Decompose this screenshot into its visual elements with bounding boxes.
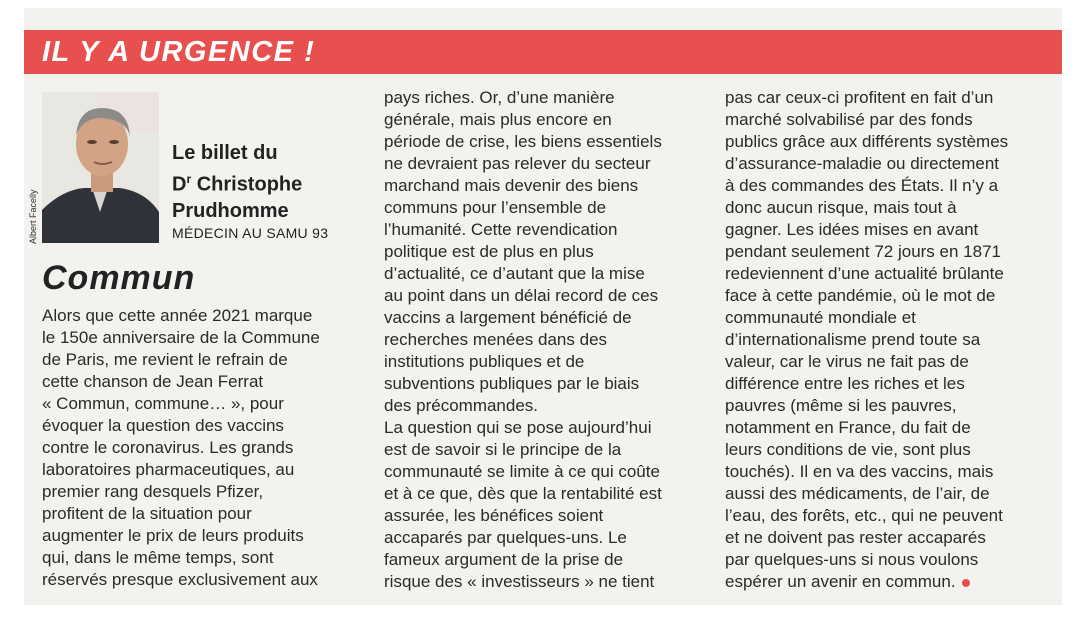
article-column-3-text: pas car ceux-ci profitent en fait d’un marché solvabilisé par des fonds publics grâce aux différents systèmes d’assurance-maladie ou directement à des commandes des États. Il n’y a donc aucun risque, mais tout à gagner. Les idées mises en avant pendant seulement 72 jours en 1871 redeviennent d’une actualité brûlante face à cette pandémie, où le mot de communauté mondiale et d’internationalisme prend toute sa valeur, car le virus ne fait pas de différence entre les riches et les pauvres (même si les pauvres, notamment en France, du fait de leurs conditions de vie, sont plus touchés). Il en va des vaccins, mais aussi des médicaments, de l’air, de l’eau, des forêts, etc., qui ne peuvent et ne doivent pas rester accaparés par quelques-uns si nous voulons espérer un avenir en commun. (725, 88, 1009, 591)
author-role: MÉDECIN AU SAMU 93 (172, 225, 329, 241)
article-page (24, 8, 1062, 605)
article-column-1: Alors que cette année 2021 marque le 150e anniversaire de la Commune de Paris, me revient le refrain de cette chanson de Jean Ferrat « Commun, commune… », pour évoquer la question des vaccins contre le coronavirus. Les grands laboratoires pharmaceutiques, au premier rang desquels Pfizer, profitent de la situation pour augmenter le prix de leurs produits qui, dans le même temps, sont réservés presque exclusivement aux (42, 306, 320, 589)
author-title-sup: r (186, 172, 192, 186)
end-mark-icon (962, 579, 970, 587)
author-photo (42, 92, 159, 243)
article-column-2: pays riches. Or, d’une manière générale, mais plus encore en période de crise, les biens essentiels ne devraient pas relever du secteur marchand mais devenir des biens communs pour l’ensemble de l’humanité. Cette revendication politique est de plus en plus d’actualité, ce d’autant que la mise au point dans un délai record de ces vaccins a largement bénéficié de recherches menées dans des institutions publiques et de subventions publiques par le biais des précommandes. La question qui se pose aujourd’hui est de savoir si le principe de la communauté se limite à ce qui coûte et à ce que, dès que la rentabilité est assurée, les bénéfices soient accaparés par quelques-uns. Le fameux argument de la prise de risque des « investisseurs » ne tient (384, 88, 662, 591)
byline-name-line (172, 166, 302, 198)
byline-intro: Le billet du (172, 142, 278, 164)
photo-credit: Albert Facelly (28, 189, 38, 244)
article-column-3 (725, 87, 1055, 593)
author-first-name: Christophe (196, 173, 303, 196)
author-last-name: Prudhomme (172, 199, 289, 222)
rubric-title: IL Y A URGENCE ! (42, 36, 316, 68)
article-headline: Commun (42, 259, 196, 297)
rubric-banner (24, 30, 1062, 74)
author-byline (172, 140, 302, 224)
author-title-prefix: D (172, 173, 187, 196)
